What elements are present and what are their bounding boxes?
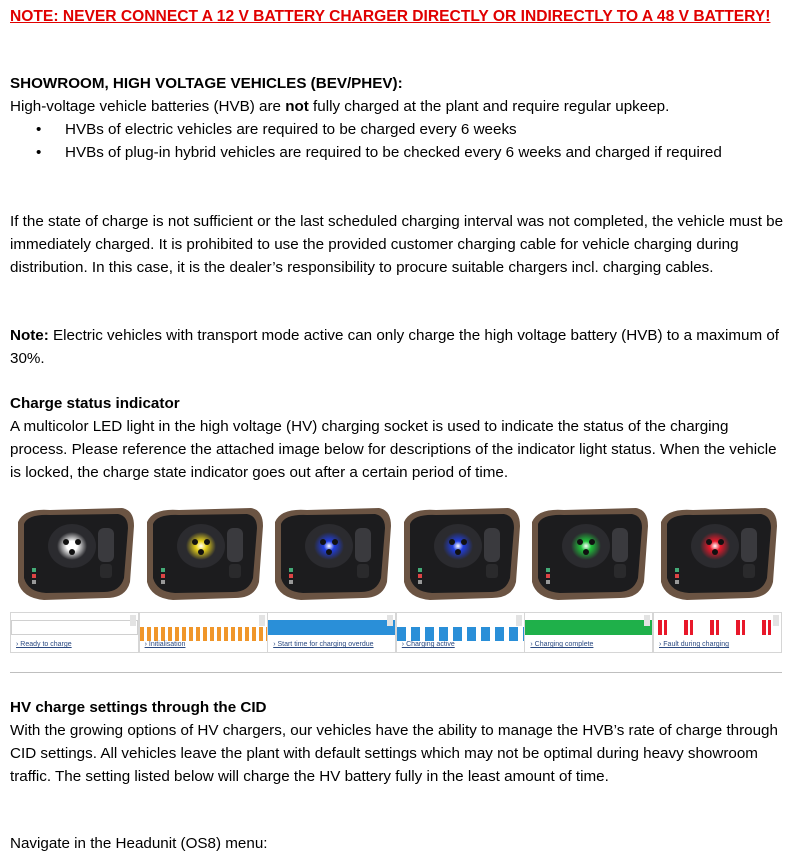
transport-mode-note: Note: Electric vehicles with transport mode active can only charge the high voltage battery (HVB) to a maximum of 30%. (10, 327, 779, 367)
indicator-state-label: › Initialisation (144, 641, 186, 648)
showroom-heading: SHOWROOM, HIGH VOLTAGE VEHICLES (BEV/PHEV): (10, 75, 403, 92)
showroom-section (10, 72, 785, 164)
indicator-state (267, 500, 396, 672)
charge-status-heading: Charge status indicator (10, 395, 180, 412)
charging-socket-image (653, 504, 782, 604)
hv-settings-heading: HV charge settings through the CID (10, 699, 267, 716)
charging-socket-image (396, 504, 525, 604)
indicator-state (139, 500, 268, 672)
hv-settings-text: With the growing options of HV chargers, our vehicles have the ability to manage the HVB’s rate of charge through CID settings. All vehicles leave the plant with default settings which may not be optimal during heavy showroom traffic. The setting listed below will charge the HV battery fully in the least amount of time. (10, 722, 778, 785)
charging-socket-image (139, 504, 268, 604)
bullet-item: • HVBs of electric vehicles are required to be charged every 6 weeks (10, 118, 785, 141)
indicator-state-label: › Start time for charging overdue (273, 641, 374, 648)
bullet-item: • HVBs of plug-in hybrid vehicles are required to be checked every 6 weeks and charged if required (10, 141, 785, 164)
status-pattern-bar (11, 620, 138, 635)
indicator-state (653, 500, 782, 672)
warning-note: NOTE: NEVER CONNECT A 12 V BATTERY CHARGER DIRECTLY OR INDIRECTLY TO A 48 V BATTERY! (10, 8, 771, 25)
status-pattern-strip (139, 612, 268, 653)
status-pattern-strip (524, 612, 653, 653)
charge-status-section (10, 392, 785, 484)
status-pattern-strip (10, 612, 139, 653)
status-pattern-bar (140, 627, 267, 641)
indicator-state-label: › Charging active (401, 641, 455, 648)
indicator-state-label: › Charging complete (530, 641, 594, 648)
status-pattern-strip (653, 612, 782, 653)
charge-status-text: A multicolor LED light in the high voltage (HV) charging socket is used to indicate the status of the charging process. Please reference the attached image below for descriptions of the indicator light status. When the vehicle is locked, the charge state indicator goes out after a certain period of time. (10, 418, 777, 481)
showroom-bullets (10, 118, 785, 164)
charging-socket-image (524, 504, 653, 604)
charge-indicator-figure (10, 500, 782, 672)
status-pattern-bar (397, 627, 524, 641)
status-pattern-bar (654, 620, 781, 635)
navigate-text: Navigate in the Headunit (OS8) menu: (10, 835, 268, 852)
indicator-state (524, 500, 653, 672)
status-pattern-strip (396, 612, 525, 653)
showroom-paragraph: If the state of charge is not sufficient or the last scheduled charging interval was not completed, the vehicle must be immediately charged. It is prohibited to use the provided customer charging cable for vehicle charging during distribution. In this case, it is the dealer’s responsibility to procure suitable chargers incl. charging cables. (10, 213, 784, 276)
charging-socket-image (10, 504, 139, 604)
indicator-state-label: › Ready to charge (16, 641, 72, 648)
indicator-state (396, 500, 525, 672)
charging-socket-image (267, 504, 396, 604)
status-pattern-bar (525, 620, 652, 635)
hv-settings-section (10, 696, 785, 788)
showroom-intro: High-voltage vehicle batteries (HVB) are not fully charged at the plant and require regular upkeep. (10, 98, 670, 115)
indicator-state (10, 500, 139, 672)
status-pattern-bar (268, 620, 395, 635)
indicator-state-label: › Fault during charging (659, 641, 730, 648)
status-pattern-strip (267, 612, 396, 653)
